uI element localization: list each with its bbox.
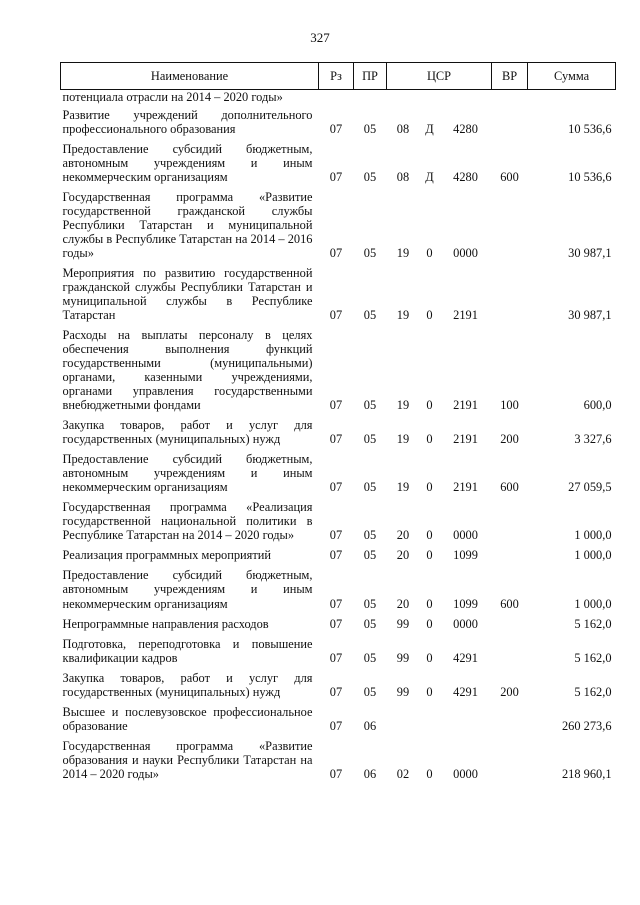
row-csr-subprogram: 0: [426, 246, 433, 261]
row-name: Подготовка, переподготовка и повышение квалификации кадров: [62, 636, 313, 665]
table-row: [61, 190, 616, 266]
row-sum: 30 987,1: [568, 308, 612, 323]
row-rz: 07: [329, 246, 343, 261]
row-vr: [492, 705, 528, 739]
row-csr-program: 08: [396, 170, 410, 185]
row-name: Государственная программа «Развитие государственной гражданской службы Республики Татарстан и муниципальной службы в Республике Татарстан на 2014 – 2016 годы»: [62, 190, 313, 261]
row-sum: 5 162,0: [574, 650, 612, 665]
row-csr-program: 19: [396, 246, 410, 261]
header-pr: ПР: [354, 63, 387, 90]
row-csr-program: 19: [396, 398, 410, 413]
row-pr: 05: [363, 528, 377, 543]
row-csr-subprogram: 0: [426, 528, 433, 543]
row-rz: 07: [329, 718, 343, 733]
table-row: [61, 739, 616, 787]
table-row: [61, 108, 616, 142]
row-csr-subprogram: [420, 705, 440, 739]
row-sum: 10 536,6: [568, 170, 612, 185]
row-csr-program: 20: [396, 548, 410, 563]
row-csr-subprogram: 0: [426, 684, 433, 699]
table-row: [61, 671, 616, 705]
row-csr-code: 2191: [453, 432, 478, 447]
row-name: Развитие учреждений дополнительного профессионального образования: [62, 108, 313, 137]
row-vr: [492, 548, 528, 568]
row-pr: 05: [363, 308, 377, 323]
table-row: [61, 266, 616, 328]
row-csr-code: [440, 705, 492, 739]
row-vr: [492, 617, 528, 637]
row-csr-code: 0000: [453, 616, 478, 631]
row-csr-subprogram: 0: [426, 398, 433, 413]
row-sum: 1 000,0: [574, 548, 612, 563]
row-name: Государственная программа «Развитие образования и науки Республики Татарстан на 2014 – 2020 годы»: [62, 738, 313, 781]
row-csr-code: 0000: [453, 528, 478, 543]
row-vr: 200: [500, 684, 519, 699]
row-csr-program: 99: [396, 650, 410, 665]
row-csr-code: 0000: [453, 766, 478, 781]
row-vr: [492, 108, 528, 142]
row-vr: 600: [500, 480, 519, 495]
row-pr: 06: [363, 766, 377, 781]
row-sum: 5 162,0: [574, 616, 612, 631]
row-sum: 3 327,6: [574, 432, 612, 447]
row-vr: [492, 500, 528, 548]
table-row: [61, 705, 616, 739]
page-number: 327: [310, 30, 330, 45]
row-csr-code: 1099: [453, 596, 478, 611]
row-rz: 07: [329, 122, 343, 137]
row-name: Реализация программных мероприятий: [62, 548, 272, 563]
row-sum: 600,0: [583, 398, 612, 413]
row-sum: 27 059,5: [568, 480, 612, 495]
row-rz: 07: [329, 480, 343, 495]
row-csr-code: 2191: [453, 308, 478, 323]
table-row: [61, 418, 616, 452]
row-csr-program: 99: [396, 684, 410, 699]
table-row: [61, 637, 616, 671]
row-pr: 05: [363, 122, 377, 137]
row-sum: 10 536,6: [568, 122, 612, 137]
table-row: [61, 500, 616, 548]
row-name: Государственная программа «Реализация государственной национальной политики в Республике Татарстан на 2014 – 2020 годы»: [62, 500, 313, 543]
row-name: Закупка товаров, работ и услуг для государственных (муниципальных) нужд: [62, 670, 313, 699]
row-rz: 07: [329, 684, 343, 699]
row-vr: 100: [500, 398, 519, 413]
row-name: Непрограммные направления расходов: [62, 616, 269, 631]
row-sum: 218 960,1: [561, 766, 612, 781]
row-name: Предоставление субсидий бюджетным, автономным учреждениям и иным некоммерческим организациям: [62, 142, 313, 185]
table-row: [61, 548, 616, 568]
row-pr: 05: [363, 616, 377, 631]
row-name: Расходы на выплаты персоналу в целях обеспечения выполнения функций государственными (муниципальными) органами, казенными учреждениями, органами управления государственными внебюджетными фондами: [62, 328, 313, 413]
row-sum: 1 000,0: [574, 528, 612, 543]
row-csr-program: 08: [396, 122, 410, 137]
row-vr: [492, 637, 528, 671]
table-row: [61, 568, 616, 616]
row-sum: 5 162,0: [574, 684, 612, 699]
row-csr-program: 19: [396, 480, 410, 495]
row-name: Предоставление субсидий бюджетным, автономным учреждениям и иным некоммерческим организациям: [62, 568, 313, 611]
row-csr-code: 2191: [453, 480, 478, 495]
row-pr: 05: [363, 480, 377, 495]
header-sum: Сумма: [528, 63, 616, 90]
row-csr-subprogram: 0: [426, 596, 433, 611]
row-rz: 07: [329, 548, 343, 563]
row-sum: 260 273,6: [561, 718, 612, 733]
row-csr-subprogram: 0: [426, 308, 433, 323]
row-rz: 07: [329, 616, 343, 631]
row-csr-program: [387, 705, 420, 739]
row-rz: 07: [329, 766, 343, 781]
row-pr: 05: [363, 548, 377, 563]
row-csr-code: 4291: [453, 650, 478, 665]
row-pr: 05: [363, 246, 377, 261]
row-csr-program: 02: [396, 766, 410, 781]
row-csr-program: 19: [396, 432, 410, 447]
row-pr: 06: [363, 718, 377, 733]
row-csr-code: 4280: [453, 122, 478, 137]
table-header: [61, 63, 616, 90]
row-rz: 07: [329, 650, 343, 665]
row-pr: 05: [363, 170, 377, 185]
row-pr: 05: [363, 398, 377, 413]
row-pr: 05: [363, 684, 377, 699]
row-csr-subprogram: 0: [426, 548, 433, 563]
continuation-text: потенциала отрасли на 2014 – 2020 годы»: [62, 90, 283, 104]
row-pr: 05: [363, 596, 377, 611]
row-name: Мероприятия по развитию государственной гражданской службы Республики Татарстан и муниципальной службы в Республике Татарстан: [62, 266, 313, 323]
row-sum: 30 987,1: [568, 246, 612, 261]
row-name: Высшее и послевузовское профессиональное образование: [62, 704, 313, 733]
row-csr-code: 0000: [453, 246, 478, 261]
row-rz: 07: [329, 432, 343, 447]
row-csr-subprogram: Д: [425, 170, 434, 185]
row-csr-subprogram: Д: [425, 122, 434, 137]
row-pr: 05: [363, 650, 377, 665]
table-row: [61, 328, 616, 418]
header-name: Наименование: [61, 63, 319, 90]
budget-table: [60, 62, 616, 787]
row-pr: 05: [363, 432, 377, 447]
header-csr: ЦСР: [387, 63, 492, 90]
header-rz: Рз: [319, 63, 354, 90]
row-name: Закупка товаров, работ и услуг для государственных (муниципальных) нужд: [62, 418, 313, 447]
row-csr-subprogram: 0: [426, 480, 433, 495]
row-vr: 600: [500, 596, 519, 611]
row-name: Предоставление субсидий бюджетным, автономным учреждениям и иным некоммерческим организациям: [62, 452, 313, 495]
row-csr-subprogram: 0: [426, 650, 433, 665]
row-csr-code: 2191: [453, 398, 478, 413]
table-row: [61, 452, 616, 500]
row-rz: 07: [329, 398, 343, 413]
continuation-row: [61, 90, 616, 109]
row-vr: [492, 739, 528, 787]
row-csr-program: 99: [396, 616, 410, 631]
row-csr-program: 20: [396, 528, 410, 543]
row-csr-subprogram: 0: [426, 766, 433, 781]
header-vr: ВР: [492, 63, 528, 90]
row-rz: 07: [329, 596, 343, 611]
row-rz: 07: [329, 528, 343, 543]
row-csr-code: 4280: [453, 170, 478, 185]
row-csr-code: 1099: [453, 548, 478, 563]
row-csr-program: 19: [396, 308, 410, 323]
row-vr: 200: [500, 432, 519, 447]
row-csr-subprogram: 0: [426, 616, 433, 631]
table-row: [61, 617, 616, 637]
row-sum: 1 000,0: [574, 596, 612, 611]
row-csr-program: 20: [396, 596, 410, 611]
row-rz: 07: [329, 170, 343, 185]
row-csr-code: 4291: [453, 684, 478, 699]
row-rz: 07: [329, 308, 343, 323]
row-vr: 600: [500, 170, 519, 185]
row-vr: [492, 266, 528, 328]
row-vr: [492, 190, 528, 266]
row-csr-subprogram: 0: [426, 432, 433, 447]
table-row: [61, 142, 616, 190]
